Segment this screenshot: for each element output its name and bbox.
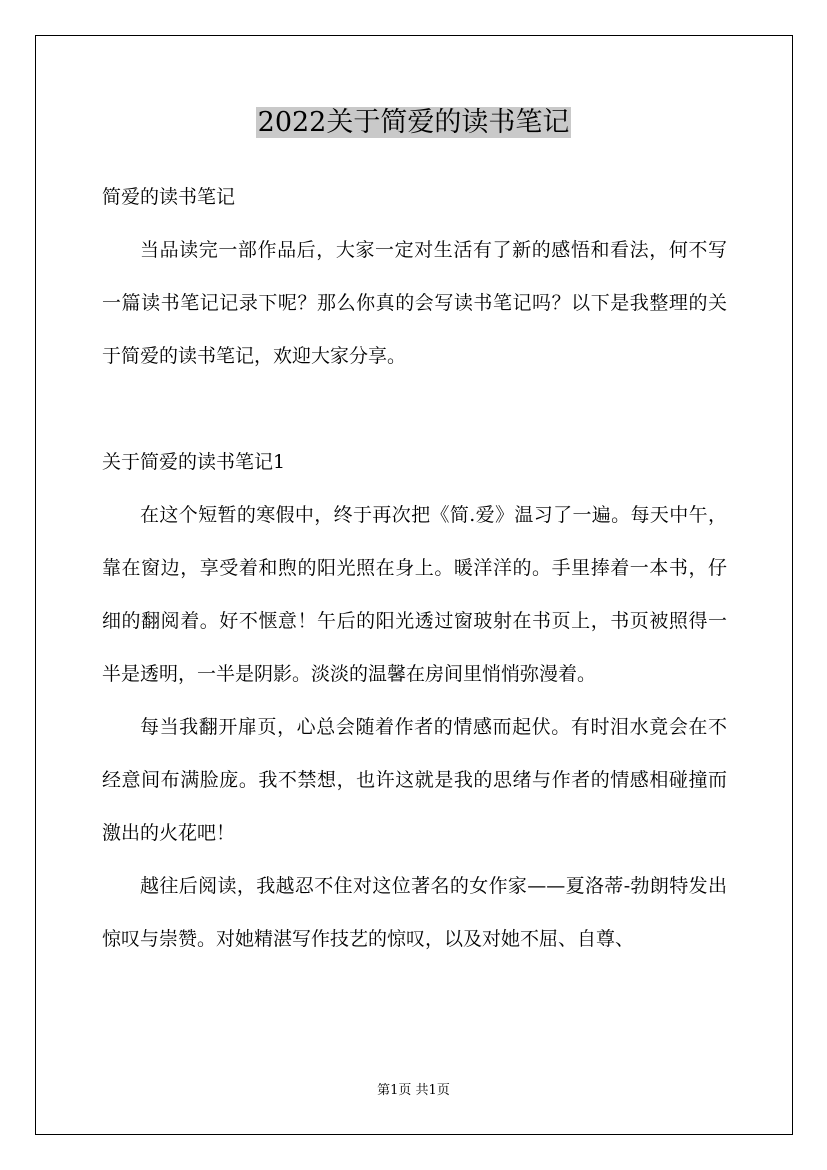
document-title-text: 2022关于简爱的读书笔记: [257, 107, 570, 138]
intro-paragraph: 当品读完一部作品后，大家一定对生活有了新的感悟和看法，何不写一篇读书笔记记录下呢？那么你真的会写读书笔记吗？以下是我整理的关于简爱的读书笔记，欢迎大家分享。: [102, 239, 727, 367]
body-paragraph: 在这个短暂的寒假中，终于再次把《简.爱》温习了一遍。每天中午，靠在窗边，享受着和煦的阳光照在身上。暖洋洋的。手里捧着一本书，仔细的翻阅着。好不惬意！午后的阳光透过窗玻射在书页上，书页被照得一半是透明，一半是阴影。淡淡的温馨在房间里悄悄弥漫着。: [102, 504, 727, 685]
body-paragraph: 每当我翻开扉页，心总会随着作者的情感而起伏。有时泪水竟会在不经意间布满脸庞。我不禁想，也许这就是我的思绪与作者的情感相碰撞而激出的火花吧！: [102, 716, 727, 844]
page-footer: [0, 1082, 827, 1100]
document-title: [0, 102, 827, 144]
subheading: 简爱的读书笔记: [102, 186, 236, 208]
page-number: 第1页 共1页: [377, 1083, 450, 1098]
body-paragraph: 越往后阅读，我越忍不住对这位著名的女作家——夏洛蒂-勃朗特发出惊叹与崇赞。对她精湛写作技艺的惊叹，以及对她不屈、自尊、: [102, 875, 727, 950]
section-title: 关于简爱的读书笔记1: [102, 451, 286, 473]
document-body: [102, 171, 727, 966]
blank-line: [102, 383, 727, 436]
